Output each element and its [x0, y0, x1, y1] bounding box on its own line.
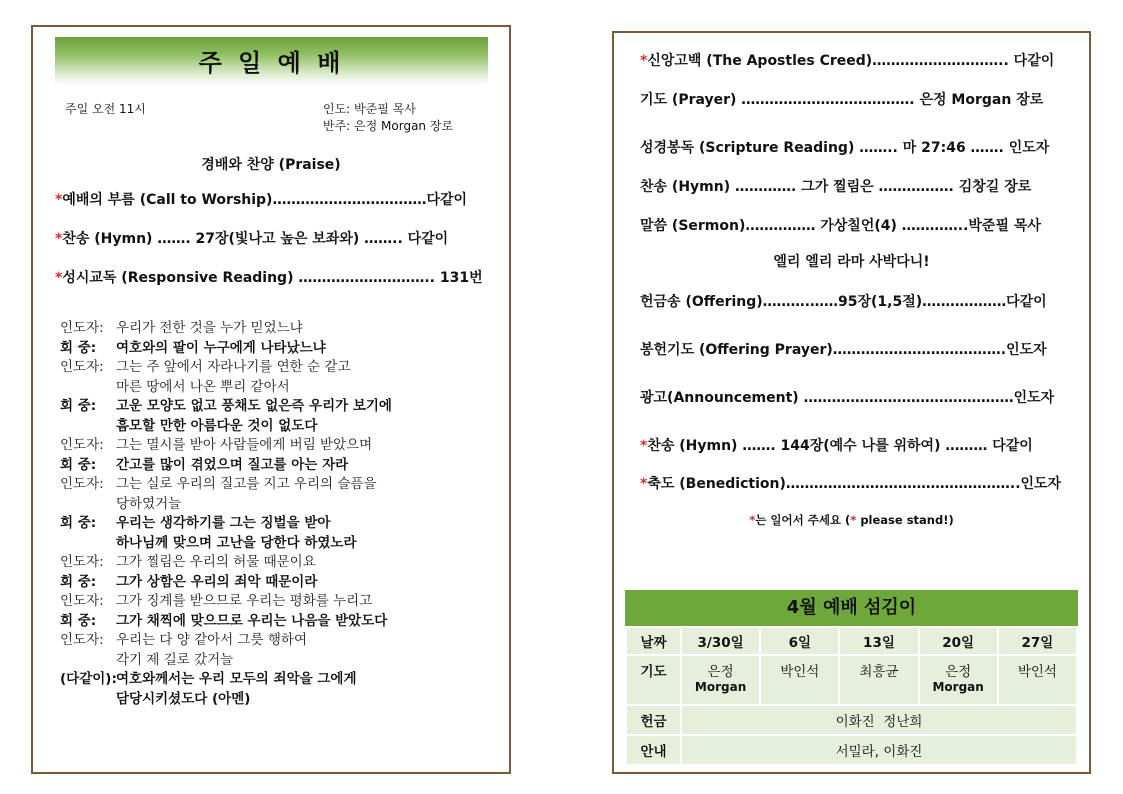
schedule-header-cell: 27일: [998, 627, 1077, 655]
responsive-text: 여호와의 팔이 누구에게 나타났느냐: [116, 339, 326, 356]
schedule-guide-servers: 서밀라, 이화진: [681, 735, 1077, 765]
speaker-label: 회 중:: [60, 456, 97, 473]
schedule-cell: [839, 655, 918, 705]
speaker-label: 회 중:: [60, 339, 97, 356]
server-name: 은정: [945, 664, 972, 680]
serving-schedule: [625, 590, 1078, 766]
schedule-header-cell: 날짜: [626, 627, 681, 655]
order-item-call-to-worship: [55, 189, 467, 209]
schedule-title: 4월 예배 섬김이: [625, 590, 1078, 626]
responsive-line: [60, 514, 500, 534]
stand-marker: *: [55, 192, 63, 208]
responsive-text: 그가 징계를 받으므로 우리는 평화를 누리고: [116, 593, 373, 609]
schedule-offering-servers: 이화진 정난희: [681, 705, 1077, 735]
speaker-label: 인도자:: [60, 632, 104, 648]
responsive-text: 당하였거늘: [116, 495, 182, 512]
order-item-text: 신앙고백 (The Apostles Creed)……………………….. 다같이: [647, 53, 1055, 69]
responsive-text: 우리가 전한 것을 누가 믿었느냐: [116, 320, 303, 336]
responsive-text: 간고를 많이 겪었으며 질고를 아는 자라: [116, 456, 349, 473]
responsive-text: 그가 찔림은 우리의 허물 때문이요: [116, 554, 316, 570]
responsive-line: [60, 573, 500, 593]
stand-note: [614, 512, 1089, 528]
responsive-text: 흠모할 만한 아름다운 것이 없도다: [116, 417, 318, 434]
server-subname: Morgan: [694, 680, 747, 694]
order-item-offering: 헌금송 (Offering)……….……95장(1,5절)………………다같이: [640, 294, 1047, 310]
accompanist-line: 반주: 은정 Morgan 장로: [323, 119, 454, 133]
page-title: 주 일 예 배: [198, 49, 345, 77]
responsive-text: 우리는 생각하기를 그는 징벌을 받아: [116, 515, 331, 531]
service-time: 주일 오전 11시: [65, 102, 146, 116]
order-item-text: 찬송 (Hymn) ……. 144장(예수 나를 위하여) ……… 다같이: [647, 438, 1033, 454]
right-page: [612, 31, 1091, 774]
stand-marker: *: [55, 270, 63, 286]
responsive-text: 담당시키셨도다 (아멘): [116, 690, 251, 707]
responsive-line: [60, 436, 500, 456]
order-item-text: 성시교독 (Responsive Reading) ……………………….. 131번: [62, 270, 483, 286]
responsive-line: [60, 495, 500, 515]
responsive-line: [60, 319, 500, 339]
stand-note-end: please stand!): [856, 513, 954, 527]
speaker-label: 인도자:: [60, 320, 104, 336]
responsive-line: [60, 612, 500, 632]
server-name: 박인석: [1017, 664, 1057, 680]
responsive-line: [60, 690, 500, 710]
server-name: 최흥균: [859, 664, 899, 680]
schedule-table: [625, 626, 1078, 766]
speaker-label: 인도자:: [60, 476, 104, 492]
stand-marker: *: [640, 438, 648, 454]
schedule-cell: [760, 655, 839, 705]
speaker-label: 회 중:: [60, 573, 97, 590]
order-item-text: 예배의 부름 (Call to Worship)……………………………다같이: [62, 192, 468, 208]
order-item-scripture: 성경봉독 (Scripture Reading) …….. 마 27:46 ……. 인도자: [640, 140, 1050, 156]
stand-marker: *: [640, 53, 648, 69]
speaker-label: 인도자:: [60, 593, 104, 609]
responsive-text: 여호와께서는 우리 모두의 죄악을 그에게: [116, 671, 357, 687]
order-item-responsive-reading: [55, 267, 483, 287]
responsive-line: [60, 475, 500, 495]
order-item-announcement: 광고(Announcement) ………………………………………인도자: [640, 390, 1055, 406]
speaker-label: (다같이):: [60, 671, 117, 687]
server-name: 은정: [707, 664, 734, 680]
responsive-text: 그는 멸시를 받아 사람들에게 버림 받았으며: [116, 437, 373, 453]
order-item-apostles-creed: [640, 50, 1054, 70]
schedule-header-cell: 13일: [839, 627, 918, 655]
order-item-text: 축도 (Benediction)…………………………………………..인도자: [647, 476, 1062, 492]
schedule-cell: [681, 655, 760, 705]
order-item-offering-prayer: 봉헌기도 (Offering Prayer)……………………………….인도자: [640, 342, 1047, 358]
schedule-header-row: [626, 627, 1077, 655]
schedule-cell: [998, 655, 1077, 705]
speaker-label: 회 중:: [60, 612, 97, 629]
schedule-cell: [919, 655, 998, 705]
stand-marker: *: [749, 513, 756, 527]
responsive-text: 각기 제 길로 갔거늘: [116, 651, 234, 668]
responsive-line: [60, 378, 500, 398]
left-page: [31, 25, 511, 774]
stand-marker: *: [850, 513, 857, 527]
leader-line: 인도: 박준필 목사: [323, 102, 416, 116]
order-item-sermon: 말씀 (Sermon)…………… 가상칠언(4) …………..박준필 목사: [640, 218, 1041, 234]
schedule-offering-row: [626, 705, 1077, 735]
order-item-hymn-3: [640, 435, 1033, 455]
responsive-line: [60, 358, 500, 378]
schedule-prayer-row: [626, 655, 1077, 705]
responsive-line: [60, 592, 500, 612]
speaker-label: 인도자:: [60, 437, 104, 453]
order-item-benediction: [640, 473, 1061, 493]
responsive-line: [60, 553, 500, 573]
order-item-hymn: [55, 228, 448, 248]
speaker-label: 회 중:: [60, 515, 97, 531]
speaker-label: 인도자:: [60, 359, 104, 375]
responsive-text: 그가 상함은 우리의 죄악 때문이라: [116, 573, 318, 590]
sermon-subtitle: 엘리 엘리 라마 사박다니!: [773, 254, 930, 270]
speaker-label: 인도자:: [60, 554, 104, 570]
praise-heading: 경배와 찬양 (Praise): [201, 157, 341, 173]
server-name: 박인석: [780, 664, 820, 680]
order-item-text: 찬송 (Hymn) ……. 27장(빛나고 높은 보좌와) …….. 다같이: [62, 231, 449, 247]
server-subname: Morgan: [932, 680, 984, 694]
responsive-text: 고운 모양도 없고 풍채도 없은즉 우리가 보기에: [116, 398, 392, 414]
responsive-line: [60, 397, 500, 417]
responsive-text: 그가 채찍에 맞으므로 우리는 나음을 받았도다: [116, 612, 388, 629]
schedule-guide-row: [626, 735, 1077, 765]
responsive-text: 그는 실로 우리의 질고를 지고 우리의 슬픔을: [116, 476, 377, 492]
schedule-row-label: 헌금: [626, 705, 681, 735]
responsive-reading-text: [60, 319, 500, 709]
title-banner: [55, 37, 488, 85]
order-item-prayer: 기도 (Prayer) ………………………………. 은정 Morgan 장로: [640, 92, 1044, 108]
responsive-line: [60, 631, 500, 651]
responsive-line: [60, 651, 500, 671]
responsive-text: 마른 땅에서 나온 뿌리 같아서: [116, 378, 290, 395]
schedule-header-cell: 3/30일: [681, 627, 760, 655]
responsive-text: 우리는 다 양 같아서 그릇 행하여: [116, 632, 307, 648]
stand-marker: *: [640, 476, 648, 492]
schedule-row-label: 기도: [626, 655, 681, 705]
schedule-row-label: 안내: [626, 735, 681, 765]
schedule-header-cell: 6일: [760, 627, 839, 655]
stand-marker: *: [55, 231, 63, 247]
responsive-line: [60, 670, 500, 690]
order-item-hymn-2: 찬송 (Hymn) …………. 그가 찔림은 ……………. 김창길 장로: [640, 179, 1032, 195]
responsive-line: [60, 339, 500, 359]
responsive-text: 하나님께 맞으며 고난을 당한다 하였노라: [116, 534, 357, 551]
responsive-line: [60, 456, 500, 476]
responsive-line: [60, 534, 500, 554]
responsive-text: 그는 주 앞에서 자라나기를 연한 순 같고: [116, 359, 351, 375]
schedule-header-cell: 20일: [919, 627, 998, 655]
stand-note-text: 는 일어서 주세요 (: [755, 513, 851, 527]
speaker-label: 회 중:: [60, 398, 97, 414]
responsive-line: [60, 417, 500, 437]
